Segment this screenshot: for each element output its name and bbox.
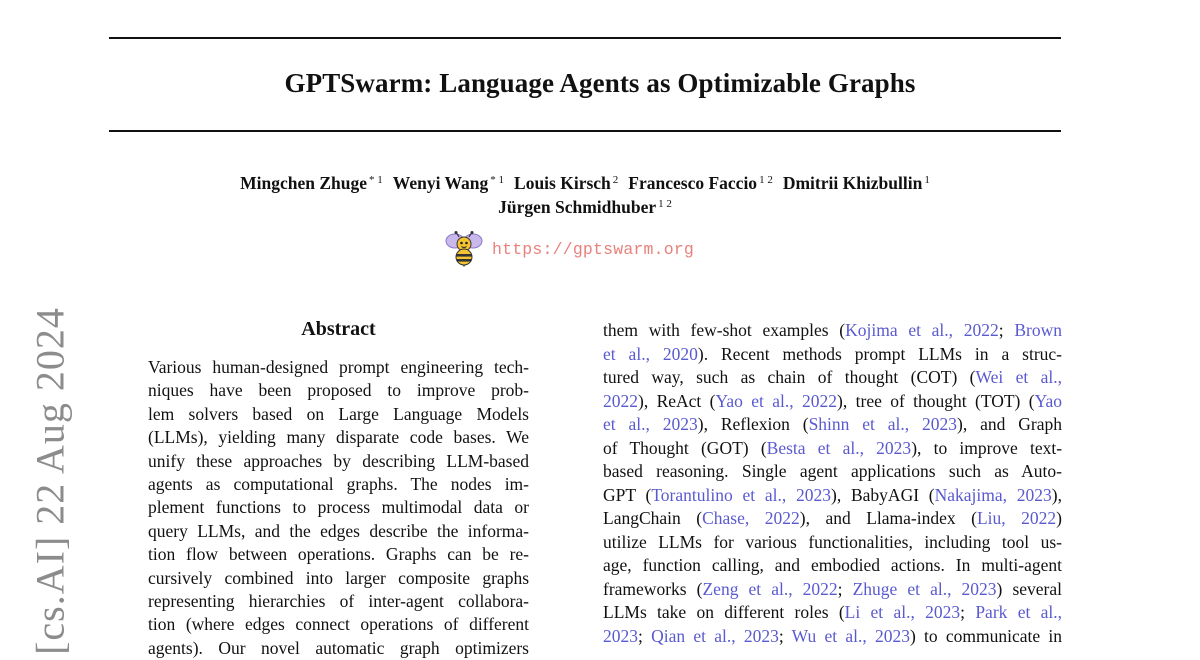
author-name-text: Wenyi Wang: [392, 173, 489, 193]
body-text: ;: [638, 625, 652, 646]
body-text: them with few-shot examples (: [603, 320, 846, 340]
author-name: [240, 173, 383, 193]
body-text-line: [603, 484, 1062, 507]
body-text: ) several: [996, 578, 1062, 599]
citation-link[interactable]: 2023: [603, 625, 638, 646]
body-text-line: [603, 366, 1062, 389]
body-text: tured way, such as chain of thought (COT) (: [603, 367, 976, 387]
author-affiliation: * 1: [369, 174, 383, 186]
author-affiliation: 1: [924, 174, 930, 186]
author-name: [628, 173, 773, 193]
body-text: ;: [998, 320, 1015, 340]
author-affiliation: * 1: [490, 174, 505, 186]
body-text-line: [603, 413, 1062, 436]
author-name-text: Francesco Faccio: [628, 173, 758, 193]
body-text: age, function calling, and embodied actions. In multi-agent: [603, 555, 1062, 575]
author-name-text: Mingchen Zhuge: [240, 173, 368, 193]
body-text: of Thought (GOT) (: [603, 437, 767, 458]
body-text: ): [1056, 508, 1062, 528]
abstract-line: niques have been proposed to improve prob-: [148, 380, 529, 401]
body-text: ), and Llama-index (: [799, 508, 977, 528]
citation-link[interactable]: Nakajima, 2023: [934, 484, 1052, 505]
title-rule-top: [109, 37, 1061, 39]
abstract-line: tion flow between operations. Graphs can be re-: [148, 544, 529, 565]
body-text-line: [603, 625, 1062, 648]
body-text: LangChain (: [603, 508, 703, 528]
author-name: [393, 173, 504, 193]
citation-link[interactable]: et al., 2023: [603, 414, 698, 434]
body-text-line: [603, 601, 1062, 624]
citation-link[interactable]: Brown: [1014, 320, 1062, 340]
body-text: LLMs take on different roles (: [603, 602, 845, 622]
citation-link[interactable]: Yao: [1034, 390, 1062, 411]
body-text-line: [603, 319, 1062, 342]
body-text: ) to communicate in: [909, 625, 1062, 646]
project-website: [444, 232, 694, 266]
abstract-line: agents as computational graphs. The nodes im-: [148, 474, 529, 494]
body-text-line: [603, 343, 1062, 366]
body-text: ), to improve text-: [911, 437, 1063, 458]
author-affiliation: 1 2: [759, 174, 773, 186]
citation-link[interactable]: Shinn et al., 2023: [808, 414, 958, 434]
body-text: ), BabyAGI (: [831, 484, 935, 505]
author-name: [783, 173, 930, 193]
body-text-line: [603, 437, 1062, 460]
citation-link[interactable]: et al., 2020: [603, 343, 698, 364]
citation-link[interactable]: Wei et al.,: [975, 367, 1062, 387]
body-text-line: [603, 554, 1062, 577]
citation-link[interactable]: Qian et al., 2023: [651, 625, 779, 646]
author-name-text: Louis Kirsch: [514, 173, 611, 193]
author-name-text: Jürgen Schmidhuber: [498, 197, 657, 217]
abstract-line: unify these approaches by describing LLM-based: [148, 450, 529, 471]
abstract-line: Various human-designed prompt engineering tech-: [148, 357, 529, 377]
citation-link[interactable]: Liu, 2022: [976, 508, 1057, 528]
abstract-line: agents). Our novel automatic graph optimizers: [148, 637, 529, 658]
citation-link[interactable]: 2022: [603, 390, 638, 411]
citation-link[interactable]: Park et al.,: [975, 602, 1062, 622]
author-list-line-2: [0, 197, 1170, 218]
abstract-line: tion (where edges connect operations of different: [148, 614, 529, 635]
abstract-line: cursively combined into larger composite graphs: [148, 567, 529, 588]
body-text: ;: [960, 602, 976, 622]
body-text: ;: [837, 578, 853, 599]
body-text: utilize LLMs for various functionalities, including tool us-: [603, 531, 1062, 552]
abstract-line: query LLMs, and the edges describe the informa-: [148, 520, 529, 541]
abstract-line: (LLMs), yielding many disparate code bases. We: [148, 427, 529, 448]
abstract-line: plement functions to process multimodal data or: [148, 497, 529, 518]
citation-link[interactable]: Kojima et al., 2022: [845, 320, 999, 340]
body-text-line: [603, 531, 1062, 554]
body-text: ;: [778, 625, 792, 646]
author-affiliation: 2: [612, 174, 619, 186]
body-text: based reasoning. Single agent applications such as Auto-: [603, 461, 1062, 481]
body-text: ). Recent methods prompt LLMs in a struc-: [697, 343, 1062, 364]
body-text: ), tree of thought (TOT) (: [837, 390, 1035, 411]
author-name: [498, 197, 672, 217]
website-link[interactable]: https://gptswarm.org: [492, 239, 695, 259]
abstract-line: representing hierarchies of inter-agent collabora-: [148, 591, 529, 611]
body-text-line: [603, 460, 1062, 483]
bee-icon: [444, 231, 484, 267]
citation-link[interactable]: Wu et al., 2023: [791, 625, 910, 646]
body-text-line: [603, 578, 1062, 601]
body-text-line: [603, 507, 1062, 530]
author-list-line-1: [0, 173, 1170, 194]
body-text: ), Reflexion (: [697, 414, 809, 434]
body-text: frameworks (: [603, 578, 703, 599]
body-text-line: [603, 390, 1062, 413]
citation-link[interactable]: Zeng et al., 2022: [702, 578, 838, 599]
citation-link[interactable]: Li et al., 2023: [844, 602, 961, 622]
citation-link[interactable]: Chase, 2022: [702, 508, 800, 528]
author-affiliation: 1 2: [658, 198, 672, 210]
abstract-heading: Abstract: [301, 318, 376, 340]
citation-link[interactable]: Zhuge et al., 2023: [852, 578, 997, 599]
author-name-text: Dmitrii Khizbullin: [782, 173, 923, 193]
paper-title: GPTSwarm: Language Agents as Optimizable Graphs: [284, 68, 916, 98]
author-name: [514, 173, 618, 193]
body-text: ), and Graph: [957, 414, 1062, 434]
citation-link[interactable]: Yao et al., 2022: [715, 390, 838, 411]
body-text: ), ReAct (: [638, 390, 716, 411]
body-text: GPT (: [603, 484, 652, 505]
citation-link[interactable]: Besta et al., 2023: [766, 437, 912, 458]
arxiv-stamp: [cs.AI] 22 Aug 2024: [27, 307, 73, 655]
abstract-line: lem solvers based on Large Language Models: [148, 403, 529, 424]
title-rule-bottom: [109, 130, 1061, 132]
body-text: ),: [1051, 484, 1062, 505]
citation-link[interactable]: Torantulino et al., 2023: [651, 484, 832, 505]
